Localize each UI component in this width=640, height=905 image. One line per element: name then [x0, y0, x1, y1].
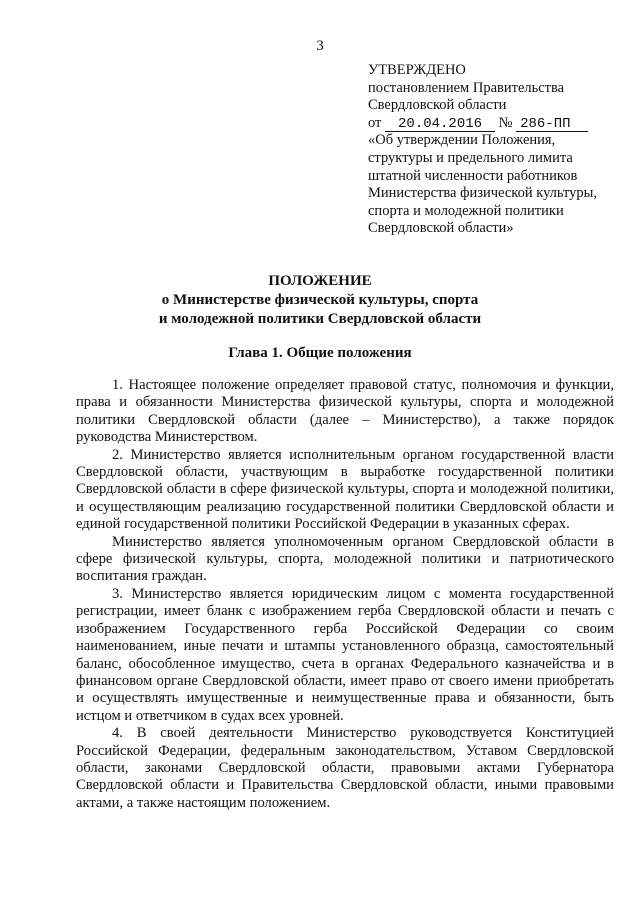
document-subtitle-line: и молодежной политики Свердловской области: [158, 311, 482, 327]
resolution-title-line: спорта и молодежной политики: [368, 202, 564, 219]
chapter-heading: Глава 1. Общие положения: [228, 345, 412, 361]
number-prefix: №: [498, 114, 513, 131]
paragraph: 1. Настоящее положение определяет правовой статус, полномочия и функции, права и обязанности Министерства физической культуры, спорта и молодежной политики Свердловской области (далее – Министерство), а также порядок руководства Министерством.: [76, 377, 614, 446]
resolution-title-line: Министерства физической культуры,: [368, 185, 597, 202]
page-number: 3: [316, 38, 324, 54]
resolution-title-line: структуры и предельного лимита: [368, 149, 573, 166]
paragraph: 4. В своей деятельности Министерство руководствуется Конституцией Российской Федерации, федеральным законодательством, Уставом Свердловской области, законами Свердловской области, правовыми актами Губернатора Свердловской области и Правительства Свердловской области, иными правовыми актами, а также настоящим положением.: [76, 725, 614, 811]
resolution-title-line: «Об утверждении Положения,: [368, 132, 556, 149]
document-body: [76, 377, 614, 812]
date-prefix: от: [368, 114, 382, 131]
resolution-date: 20.04.2016: [385, 117, 495, 132]
document-title: ПОЛОЖЕНИЕ: [268, 273, 372, 289]
approval-date-number-line: [368, 115, 628, 133]
paragraph: 3. Министерство является юридическим лицом с момента государственной регистрации, имеет бланк с изображением герба Свердловской области и печать с изображением Государственного герба Российской Федерации со своим наименованием, иные печати и штампы установленного образца, самостоятельный баланс, обособленное имущество, счета в органах Федерального казначейства и в финансовом органе Свердловской области, имеет право от своего имени приобретать и осуществлять имущественные и неимущественные права и обязанности, быть истцом и ответчиком в судах всех уровней.: [76, 585, 614, 724]
approval-line: постановлением Правительства: [368, 79, 565, 96]
document-subtitle-line: о Министерстве физической культуры, спорта: [161, 292, 479, 308]
resolution-title-line: Свердловской области»: [368, 220, 514, 237]
paragraph: Министерство является уполномоченным органом Свердловской области в сфере физической культуры, спорта, молодежной политики и патриотического воспитания граждан.: [76, 533, 614, 585]
approved-heading: УТВЕРЖДЕНО: [368, 62, 466, 78]
resolution-number: 286-ПП: [516, 117, 588, 132]
resolution-title-line: штатной численности работников: [368, 167, 578, 184]
approval-stamp: [368, 62, 628, 238]
document-title-block: [0, 272, 640, 329]
paragraph: 2. Министерство является исполнительным органом государственной власти Свердловской области, участвующим в выработке государственной политики Свердловской области в сфере физической культуры, спорта и молодежной политики, и осуществляющим реализацию государственной политики Свердловской области и единой государственной политики Российской Федерации в указанных сферах.: [76, 446, 614, 533]
approval-line: Свердловской области: [368, 97, 507, 114]
